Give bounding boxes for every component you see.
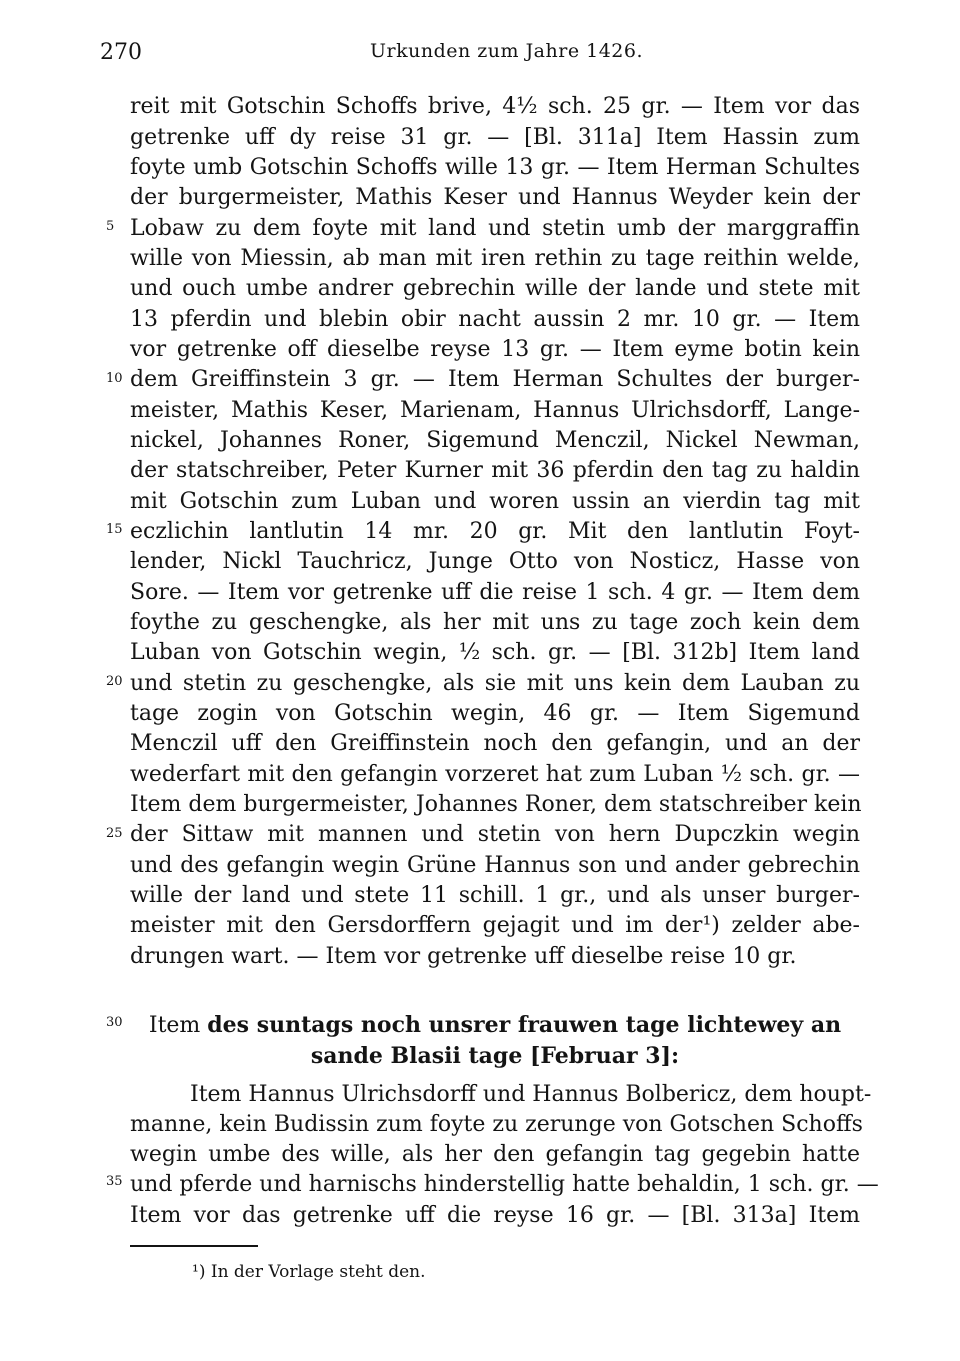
section-heading-line-1 <box>130 1010 860 1041</box>
line-number: 25 <box>106 826 123 841</box>
body-line: meister, Mathis Keser, Marienam, Hannus Ulrichsdorff, Lange- <box>130 398 860 423</box>
body-line: tage zogin von Gotschin wegin, 46 gr. — Item Sigemund <box>130 701 860 726</box>
line-number: 5 <box>106 219 115 234</box>
footnote-rule <box>130 1245 258 1247</box>
body-line: wille der land und stete 11 schill. 1 gr., und als unser burger- <box>130 883 860 908</box>
heading-plain: Item <box>148 1013 208 1038</box>
body-line: lender, Nickl Tauchricz, Junge Otto von Nosticz, Hasse von <box>130 549 860 574</box>
line-number: 35 <box>106 1174 123 1189</box>
body-line: reit mit Gotschin Schoffs brive, 4½ sch. 25 gr. — Item vor das <box>130 94 860 119</box>
heading-bold: des suntags noch unsrer frauwen tage lichtewey an <box>207 1012 842 1038</box>
body-line: wegin umbe des wille, als her den gefangin tag gegebin hatte <box>130 1142 860 1167</box>
body-line: Item Hannus Ulrichsdorff und Hannus Bolbericz, dem houpt- <box>190 1082 872 1107</box>
footnote: ¹) In der Vorlage steht den. <box>192 1262 426 1282</box>
body-line: 13 pferdin und blebin obir nacht aussin 2 mr. 10 gr. — Item <box>130 307 860 332</box>
body-line: foyte umb Gotschin Schoffs wille 13 gr. — Item Herman Schultes <box>130 155 860 180</box>
body-line: drungen wart. — Item vor getrenke uff dieselbe reise 10 gr. <box>130 944 797 969</box>
body-line: Menczil uff den Greiffinstein noch den gefangin, und an der <box>130 731 860 756</box>
body-line: und ouch umbe andrer gebrechin wille der lande und stete mit <box>130 276 860 301</box>
running-title: Urkunden zum Jahre 1426. <box>370 40 644 62</box>
page-number: 270 <box>100 40 142 65</box>
body-line: und pferde und harnischs hinderstellig hatte behaldin, 1 sch. gr. — <box>130 1172 879 1197</box>
body-line: eczlichin lantlutin 14 mr. 20 gr. Mit den lantlutin Foyt- <box>130 519 860 544</box>
body-line: der statschreiber, Peter Kurner mit 36 pferdin den tag zu haldin <box>130 458 860 483</box>
body-line: meister mit den Gersdorffern gejagit und im der¹) zelder abe- <box>130 913 860 938</box>
body-line: und des gefangin wegin Grüne Hannus son und ander gebrechin <box>130 853 860 878</box>
body-line: vor getrenke off dieselbe reyse 13 gr. — Item eyme botin kein <box>130 337 860 362</box>
body-line: der burgermeister, Mathis Keser und Hannus Weyder kein der <box>130 185 860 210</box>
body-line: Item vor das getrenke uff die reyse 16 gr. — [Bl. 313a] Item <box>130 1203 860 1228</box>
section-heading-line-2: sande Blasii tage [Februar 3]: <box>310 1043 680 1069</box>
line-number: 20 <box>106 674 123 689</box>
body-line: nickel, Johannes Roner, Sigemund Menczil, Nickel Newman, <box>130 428 860 453</box>
body-line: wille von Miessin, ab man mit iren rethin zu tage reithin welde, <box>130 246 860 271</box>
body-line: mit Gotschin zum Luban und woren ussin an vierdin tag mit <box>130 489 860 514</box>
body-line: getrenke uff dy reise 31 gr. — [Bl. 311a] Item Hassin zum <box>130 125 860 150</box>
line-number: 15 <box>106 522 123 537</box>
body-line: Luban von Gotschin wegin, ½ sch. gr. — [Bl. 312b] Item land <box>130 640 860 665</box>
body-line: Lobaw zu dem foyte mit land und stetin umb der marggraffin <box>130 216 860 241</box>
body-line: der Sittaw mit mannen und stetin von hern Dupczkin wegin <box>130 822 860 847</box>
body-line: Sore. — Item vor getrenke uff die reise 1 sch. 4 gr. — Item dem <box>130 580 860 605</box>
body-line: wederfart mit den gefangin vorzeret hat zum Luban ½ sch. gr. — <box>130 762 860 787</box>
body-line: foythe zu geschengke, als her mit uns zu tage zoch kein dem <box>130 610 860 635</box>
line-number: 30 <box>106 1015 123 1030</box>
body-line: und stetin zu geschengke, als sie mit uns kein dem Lauban zu <box>130 671 860 696</box>
body-line: Item dem burgermeister, Johannes Roner, dem statschreiber kein <box>130 792 862 817</box>
body-line: manne, kein Budissin zum foyte zu zerunge von Gotschen Schoffs <box>130 1112 863 1137</box>
line-number: 10 <box>106 371 123 386</box>
body-line: dem Greiffinstein 3 gr. — Item Herman Schultes der burger- <box>130 367 860 392</box>
